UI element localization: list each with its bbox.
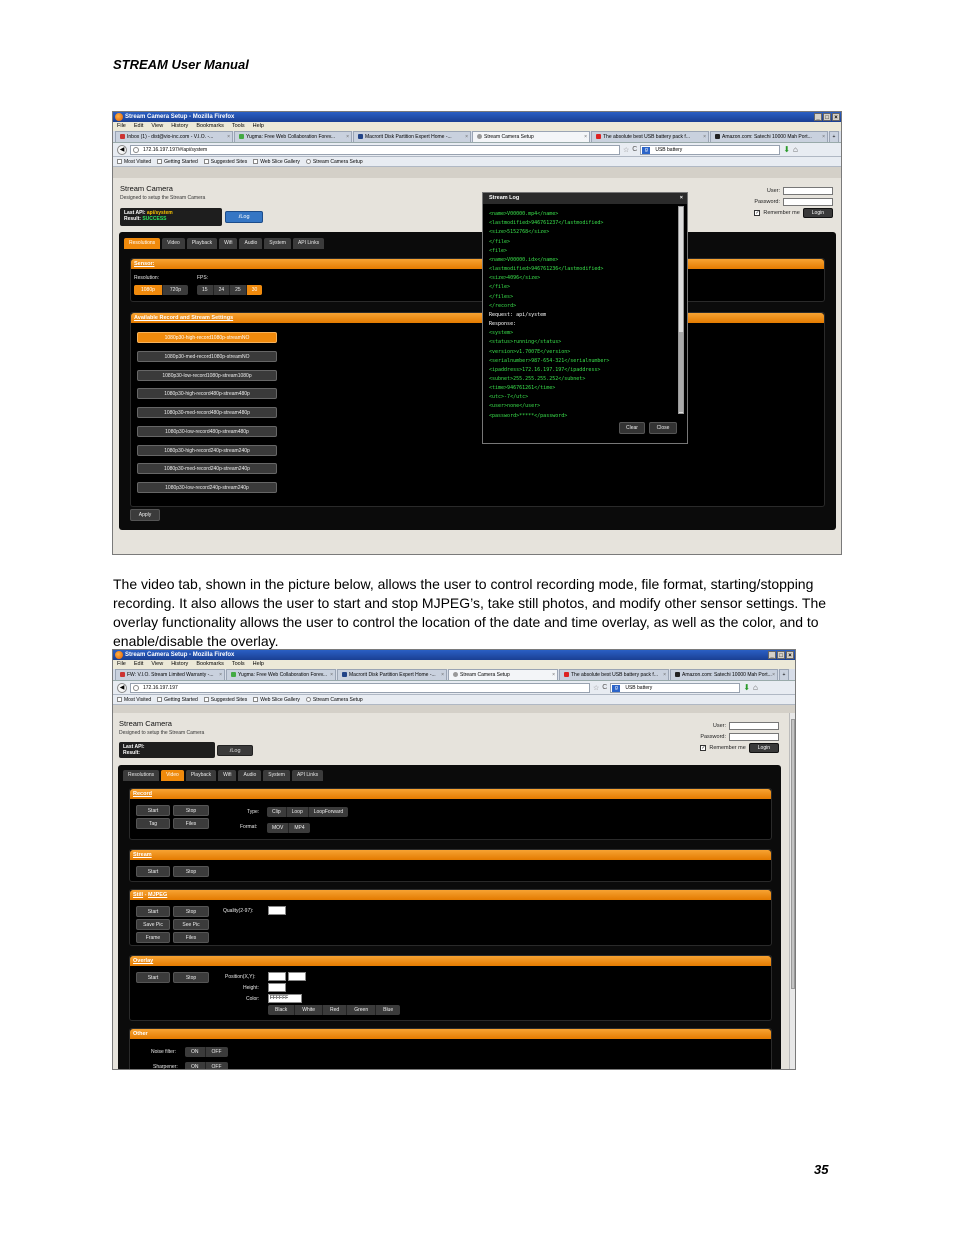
tab-video[interactable]: Video <box>161 770 184 781</box>
google-icon: g <box>642 147 650 154</box>
close-icon[interactable]: × <box>346 134 349 140</box>
stream-stop-button[interactable]: Stop <box>173 866 209 877</box>
sensor-section <box>130 258 825 302</box>
stream-log-header <box>483 193 687 204</box>
tab-system[interactable]: System <box>263 770 290 781</box>
section-title <box>130 850 771 860</box>
close-icon[interactable]: × <box>330 672 333 678</box>
tab-wifi[interactable]: Wifi <box>218 770 236 781</box>
menu-history[interactable]: History <box>171 123 189 129</box>
page-icon <box>453 672 458 677</box>
remember-label: Remember me <box>709 744 746 751</box>
log-button[interactable]: ⅈLog <box>217 745 253 756</box>
browser-tab[interactable]: The absolute best USB battery pack f... × <box>591 131 709 142</box>
window-titlebar <box>113 650 795 660</box>
close-icon[interactable]: × <box>552 672 555 678</box>
close-icon[interactable]: × <box>663 672 666 678</box>
browser-tab[interactable]: FW: V.I.O. Stream Limited Warranty -... × <box>115 669 225 680</box>
overlay-start-button[interactable]: Start <box>136 972 170 983</box>
browser-tab[interactable]: Yugma: Free Web Collaboration Forev... × <box>234 131 352 142</box>
resolution-group <box>134 285 188 295</box>
fps-24[interactable]: 24 <box>214 285 231 295</box>
frame-button[interactable]: Frame <box>136 932 170 943</box>
fps-25[interactable]: 25 <box>230 285 247 295</box>
window-titlebar <box>113 112 841 122</box>
browser-tabbar <box>113 669 795 681</box>
record-start-button[interactable]: Start <box>136 805 170 816</box>
fps-30[interactable]: 30 <box>247 285 263 295</box>
menu-bookmarks[interactable]: Bookmarks <box>196 123 224 129</box>
overlay-stop-button[interactable]: Stop <box>173 972 209 983</box>
app-tabs <box>124 238 324 249</box>
color-label: Color: <box>246 996 260 1002</box>
close-icon[interactable]: × <box>584 134 587 140</box>
format-group <box>267 823 310 833</box>
fps-15[interactable]: 15 <box>197 285 214 295</box>
color-input[interactable]: FFFFFF <box>268 994 302 1003</box>
password-input[interactable] <box>729 733 779 741</box>
bookmark-stream-camera[interactable]: Stream Camera Setup <box>306 695 363 704</box>
bookmark-getting-started[interactable]: Getting Started <box>157 157 198 166</box>
color-green[interactable]: Green <box>347 1005 376 1015</box>
page-icon <box>477 134 482 139</box>
new-tab-button[interactable]: + <box>829 131 839 142</box>
close-icon[interactable]: × <box>679 195 683 201</box>
close-icon[interactable]: × <box>441 672 444 678</box>
body-paragraph: The video tab, shown in the picture below, allows the user to control recording mode, file format, starting/stopping recording. It also allows the user to start and stop MJPEG’s, take still photos, and modify other sensor settings. The overlay functionality allows the user to control the location of the date and time overlay, as well as the color, and to enable/disable the overlay. <box>113 576 827 649</box>
mjpeg-link[interactable]: MJPEG <box>147 892 168 898</box>
browser-tab[interactable]: Amazon.com: Satechi 10000 Mah Port... × <box>670 669 778 680</box>
noise-filter-label: Noise filter: <box>151 1049 177 1055</box>
noise-filter-off[interactable]: OFF <box>211 1049 222 1055</box>
type-loopforward[interactable]: LoopForward <box>313 809 344 815</box>
menu-help[interactable]: Help <box>252 661 264 667</box>
tab-video[interactable]: Video <box>162 238 185 249</box>
sensor-link[interactable]: Sensor: <box>134 261 155 267</box>
setting-button[interactable]: 1080p30-high-record480p-stream480p <box>137 388 277 399</box>
fps-group <box>197 285 262 295</box>
back-icon[interactable]: ◀ <box>117 145 127 155</box>
tab-wifi[interactable]: Wifi <box>219 238 237 249</box>
browser-window-video <box>112 649 796 1070</box>
menu-edit[interactable]: Edit <box>133 661 144 667</box>
search-bar[interactable]: g USB battery <box>610 683 740 693</box>
close-icon[interactable]: × <box>786 651 794 659</box>
bookmark-stream-camera[interactable]: Stream Camera Setup <box>306 157 363 166</box>
stream-section <box>129 849 772 882</box>
stream-start-button[interactable]: Start <box>136 866 170 877</box>
amazon-icon <box>715 134 720 139</box>
height-label: Height: <box>243 985 259 991</box>
login-area <box>703 185 833 218</box>
google-icon: g <box>612 685 620 692</box>
reload-icon[interactable]: C <box>602 684 608 691</box>
section-title <box>130 789 771 799</box>
quality-label: Quality(2-97): <box>223 908 254 914</box>
home-icon[interactable]: ⌂ <box>753 683 758 692</box>
page-number: 35 <box>814 1162 829 1177</box>
macrorit-icon <box>358 134 363 139</box>
section-title <box>131 313 824 323</box>
page-scrollbar[interactable] <box>789 713 796 1070</box>
menu-view[interactable]: View <box>151 661 164 667</box>
sharpener-off[interactable]: OFF <box>211 1064 222 1070</box>
see-pic-button[interactable]: See Pic <box>173 919 209 930</box>
minimize-icon[interactable]: _ <box>768 651 776 659</box>
format-mov[interactable]: MOV <box>267 823 289 833</box>
app-title: Stream Camera <box>120 184 173 193</box>
bookmark-suggested-sites[interactable]: Suggested Sites <box>204 157 247 166</box>
minimize-icon[interactable]: _ <box>814 113 822 121</box>
maximize-icon[interactable]: □ <box>777 651 785 659</box>
amazon-icon <box>675 672 680 677</box>
quality-input[interactable] <box>268 906 286 915</box>
app-subtitle: Designed to setup the Stream Camera <box>119 730 205 736</box>
noise-filter-on[interactable]: ON <box>185 1047 206 1057</box>
app-title: Stream Camera <box>119 719 172 728</box>
color-blue[interactable]: Blue <box>383 1007 394 1013</box>
user-label: User: <box>712 722 726 729</box>
globe-icon <box>133 147 139 153</box>
section-title: Still - MJPEG <box>130 890 771 900</box>
setting-button[interactable]: 1080p30-med-record480p-stream480p <box>137 407 277 418</box>
still-stop-button[interactable]: Stop <box>173 906 209 917</box>
sharpener-label: Sharpener: <box>153 1064 178 1070</box>
menu-file[interactable]: File <box>117 123 126 129</box>
password-label: Password: <box>700 733 726 740</box>
tab-audio[interactable]: Audio <box>239 238 262 249</box>
close-icon[interactable]: × <box>822 134 825 140</box>
color-red[interactable]: Red <box>323 1005 347 1015</box>
browser-tab-active[interactable]: Stream Camera Setup × <box>472 131 590 142</box>
menu-help[interactable]: Help <box>252 123 264 129</box>
site-icon <box>596 134 601 139</box>
color-black[interactable]: Black <box>268 1005 295 1015</box>
firefox-icon <box>115 651 123 659</box>
save-pic-button[interactable]: Save Pic <box>136 919 170 930</box>
tab-resolutions[interactable]: Resolutions <box>124 238 160 249</box>
close-icon[interactable]: × <box>703 134 706 140</box>
type-label: Type: <box>247 809 260 815</box>
resolution-720p[interactable]: 720p <box>169 287 182 293</box>
download-icon[interactable]: ⬇ <box>743 683 751 692</box>
navbar <box>113 681 795 695</box>
color-group <box>268 1005 400 1015</box>
browser-tab[interactable]: The absolute best USB battery pack f... × <box>559 669 669 680</box>
close-icon[interactable]: × <box>227 134 230 140</box>
still-mjpeg-section <box>129 889 772 946</box>
stream-log-dialog <box>482 192 688 444</box>
window-title: Stream Camera Setup - Mozilla Firefox <box>125 652 235 658</box>
tab-playback[interactable]: Playback <box>187 238 217 249</box>
close-icon[interactable]: × <box>772 672 775 678</box>
record-link[interactable]: Record <box>133 791 152 797</box>
bookmarks-bar <box>113 157 841 167</box>
manual-title: STREAM User Manual <box>113 57 249 72</box>
record-tag-button[interactable]: Tag <box>136 818 170 829</box>
stream-log-scrollbar[interactable] <box>678 206 684 414</box>
remember-checkbox[interactable]: ✓ <box>755 209 760 216</box>
resolution-label: Resolution: <box>134 275 160 281</box>
setting-button[interactable]: 1080p30-high-record1080p-streamNO <box>137 332 277 343</box>
gmail-icon <box>120 672 125 677</box>
menu-file[interactable]: File <box>117 661 126 667</box>
setting-button[interactable]: 1080p30-high-record240p-stream240p <box>137 445 277 456</box>
tab-audio[interactable]: Audio <box>238 770 261 781</box>
macrorit-icon <box>342 672 347 677</box>
user-input[interactable] <box>729 722 779 730</box>
window-title: Stream Camera Setup - Mozilla Firefox <box>125 114 235 120</box>
noise-filter-group <box>185 1047 228 1057</box>
browser-tab[interactable]: Macrorit Disk Partition Expert Home -... × <box>353 131 471 142</box>
user-label: User: <box>766 187 780 194</box>
section-title <box>130 1029 771 1039</box>
result-value: SUCCESS <box>142 216 167 222</box>
remember-label: Remember me <box>763 209 800 216</box>
format-label: Format: <box>240 824 258 830</box>
still-files-button[interactable]: Files <box>173 932 209 943</box>
bookmark-most-visited[interactable]: Most Visited <box>117 695 151 704</box>
setting-button[interactable]: 1080p30-low-record480p-stream480p <box>137 426 277 437</box>
menu-tools[interactable]: Tools <box>231 661 245 667</box>
stream-log-title: Stream Log <box>489 195 520 201</box>
still-link[interactable]: Still <box>133 892 144 898</box>
menu-history[interactable]: History <box>171 661 189 667</box>
record-stop-button[interactable]: Stop <box>173 805 209 816</box>
star-icon[interactable]: ☆ <box>623 146 630 154</box>
password-label: Password: <box>754 198 780 205</box>
page-content <box>113 713 796 1070</box>
tab-system[interactable]: System <box>264 238 291 249</box>
record-section <box>129 788 772 840</box>
menubar <box>113 660 795 669</box>
app-subtitle: Designed to setup the Stream Camera <box>120 195 206 201</box>
last-api-value: api/system <box>146 210 173 216</box>
color-white[interactable]: White <box>295 1005 323 1015</box>
tab-api-links[interactable]: API Links <box>293 238 324 249</box>
still-start-button[interactable]: Start <box>136 906 170 917</box>
browser-tab[interactable]: Amazon.com: Satechi 10000 Mah Port... × <box>710 131 828 142</box>
browser-tab-active[interactable]: Stream Camera Setup × <box>448 669 558 680</box>
browser-tabbar <box>113 131 841 143</box>
last-api-status: Last API: api/system Result: SUCCESS <box>120 208 222 226</box>
site-icon <box>564 672 569 677</box>
menu-edit[interactable]: Edit <box>133 123 144 129</box>
tab-resolutions[interactable]: Resolutions <box>123 770 159 781</box>
bookmark-getting-started[interactable]: Getting Started <box>157 695 198 704</box>
bookmark-web-slice[interactable]: Web Slice Gallery <box>253 695 300 704</box>
menu-bookmarks[interactable]: Bookmarks <box>196 661 224 667</box>
home-icon[interactable]: ⌂ <box>793 145 798 154</box>
gmail-icon <box>120 134 125 139</box>
position-label: Position(X,Y): <box>225 974 256 980</box>
globe-icon <box>133 685 139 691</box>
setting-button[interactable]: 1080p30-low-record240p-stream240p <box>137 482 277 493</box>
bookmark-most-visited[interactable]: Most Visited <box>117 157 151 166</box>
bookmarks-bar <box>113 695 795 705</box>
settings-link[interactable]: Available Record and Stream Settings <box>134 315 234 321</box>
height-input[interactable] <box>268 983 286 992</box>
browser-window-resolutions <box>112 111 842 555</box>
password-input[interactable] <box>783 198 833 206</box>
close-icon[interactable]: × <box>832 113 840 121</box>
download-icon[interactable]: ⬇ <box>783 145 791 154</box>
fps-label: FPS: <box>197 275 209 281</box>
last-api-status: Last API: Result: <box>119 742 215 758</box>
browser-tab[interactable]: Macrorit Disk Partition Expert Home -... × <box>337 669 447 680</box>
navbar <box>113 143 841 157</box>
sharpener-group <box>185 1062 228 1070</box>
user-input[interactable] <box>783 187 833 195</box>
tab-playback[interactable]: Playback <box>186 770 216 781</box>
login-button[interactable]: Login <box>749 743 779 753</box>
menubar <box>113 122 841 131</box>
browser-tab[interactable]: Inbox (1) - dist@vio-inc.com - V.I.O. -... × <box>115 131 233 142</box>
apply-button[interactable]: Apply <box>130 509 160 521</box>
login-area <box>653 720 779 753</box>
type-clip[interactable]: Clip <box>267 807 287 817</box>
menu-tools[interactable]: Tools <box>231 123 245 129</box>
stream-log-text: <name>V00000.mp4</name> <lastmodified>946761237</lastmodified> <size>5152768</size> </file> <file> <name>V00000.idx</name> <lastmodified>946761236</lastmodified> <size>4096</size> </file> </files> </record> Request: api/system Response: <system> <status>running</status> <version>v1.7007E</version> <serialnumber>987-654-321</serialnumber> <ipaddress>172.16.197.197</ipaddress> <subnet>255.255.255.252</subnet> <time>946761261</time> <utc>-7</utc> <user>none</user> <password>*****</password> <box>489 211 610 419</box>
setting-button[interactable]: 1080p30-low-record1080p-stream1080p <box>137 370 277 381</box>
clear-button[interactable]: Clear <box>619 422 645 434</box>
resolution-1080p[interactable]: 1080p <box>134 285 163 295</box>
new-tab-button[interactable]: + <box>779 669 789 680</box>
section-title <box>130 956 771 966</box>
tab-api-links[interactable]: API Links <box>292 770 323 781</box>
page-content <box>113 178 842 555</box>
menu-view[interactable]: View <box>151 123 164 129</box>
format-mp4[interactable]: MP4 <box>294 825 305 831</box>
close-icon[interactable]: × <box>465 134 468 140</box>
url-bar[interactable]: 172.16.197.197 <box>130 683 590 693</box>
reload-icon[interactable]: C <box>632 146 638 153</box>
firefox-icon <box>115 113 123 121</box>
overlay-link[interactable]: Overlay <box>133 958 154 964</box>
type-group <box>267 807 348 817</box>
close-button[interactable]: Close <box>649 422 677 434</box>
setting-button[interactable]: 1080p30-med-record240p-stream240p <box>137 463 277 474</box>
star-icon[interactable]: ☆ <box>593 684 600 692</box>
search-bar[interactable]: g USB battery <box>640 145 780 155</box>
close-icon[interactable]: × <box>219 672 222 678</box>
type-loop[interactable]: Loop <box>287 807 309 817</box>
remember-checkbox[interactable]: ✓ <box>701 744 706 751</box>
sharpener-on[interactable]: ON <box>185 1062 206 1070</box>
overlay-section <box>129 955 772 1021</box>
maximize-icon[interactable]: □ <box>823 113 831 121</box>
yugma-icon <box>239 134 244 139</box>
position-y-input[interactable] <box>288 972 306 981</box>
record-files-button[interactable]: Files <box>173 818 209 829</box>
setting-button[interactable]: 1080p30-med-record1080p-streamNO <box>137 351 277 362</box>
section-title <box>131 259 824 269</box>
bookmark-suggested-sites[interactable]: Suggested Sites <box>204 695 247 704</box>
login-button[interactable]: Login <box>803 208 833 218</box>
url-bar[interactable]: 172.16.197.197/#/api/system <box>130 145 620 155</box>
log-button[interactable]: ⅈLog <box>225 211 263 223</box>
position-x-input[interactable] <box>268 972 286 981</box>
back-icon[interactable]: ◀ <box>117 683 127 693</box>
other-title: Other <box>133 1031 148 1037</box>
browser-tab[interactable]: Yugma: Free Web Collaboration Forev... × <box>226 669 336 680</box>
bookmark-web-slice[interactable]: Web Slice Gallery <box>253 157 300 166</box>
app-tabs <box>123 770 323 781</box>
stream-link[interactable]: Stream <box>133 852 152 858</box>
yugma-icon <box>231 672 236 677</box>
